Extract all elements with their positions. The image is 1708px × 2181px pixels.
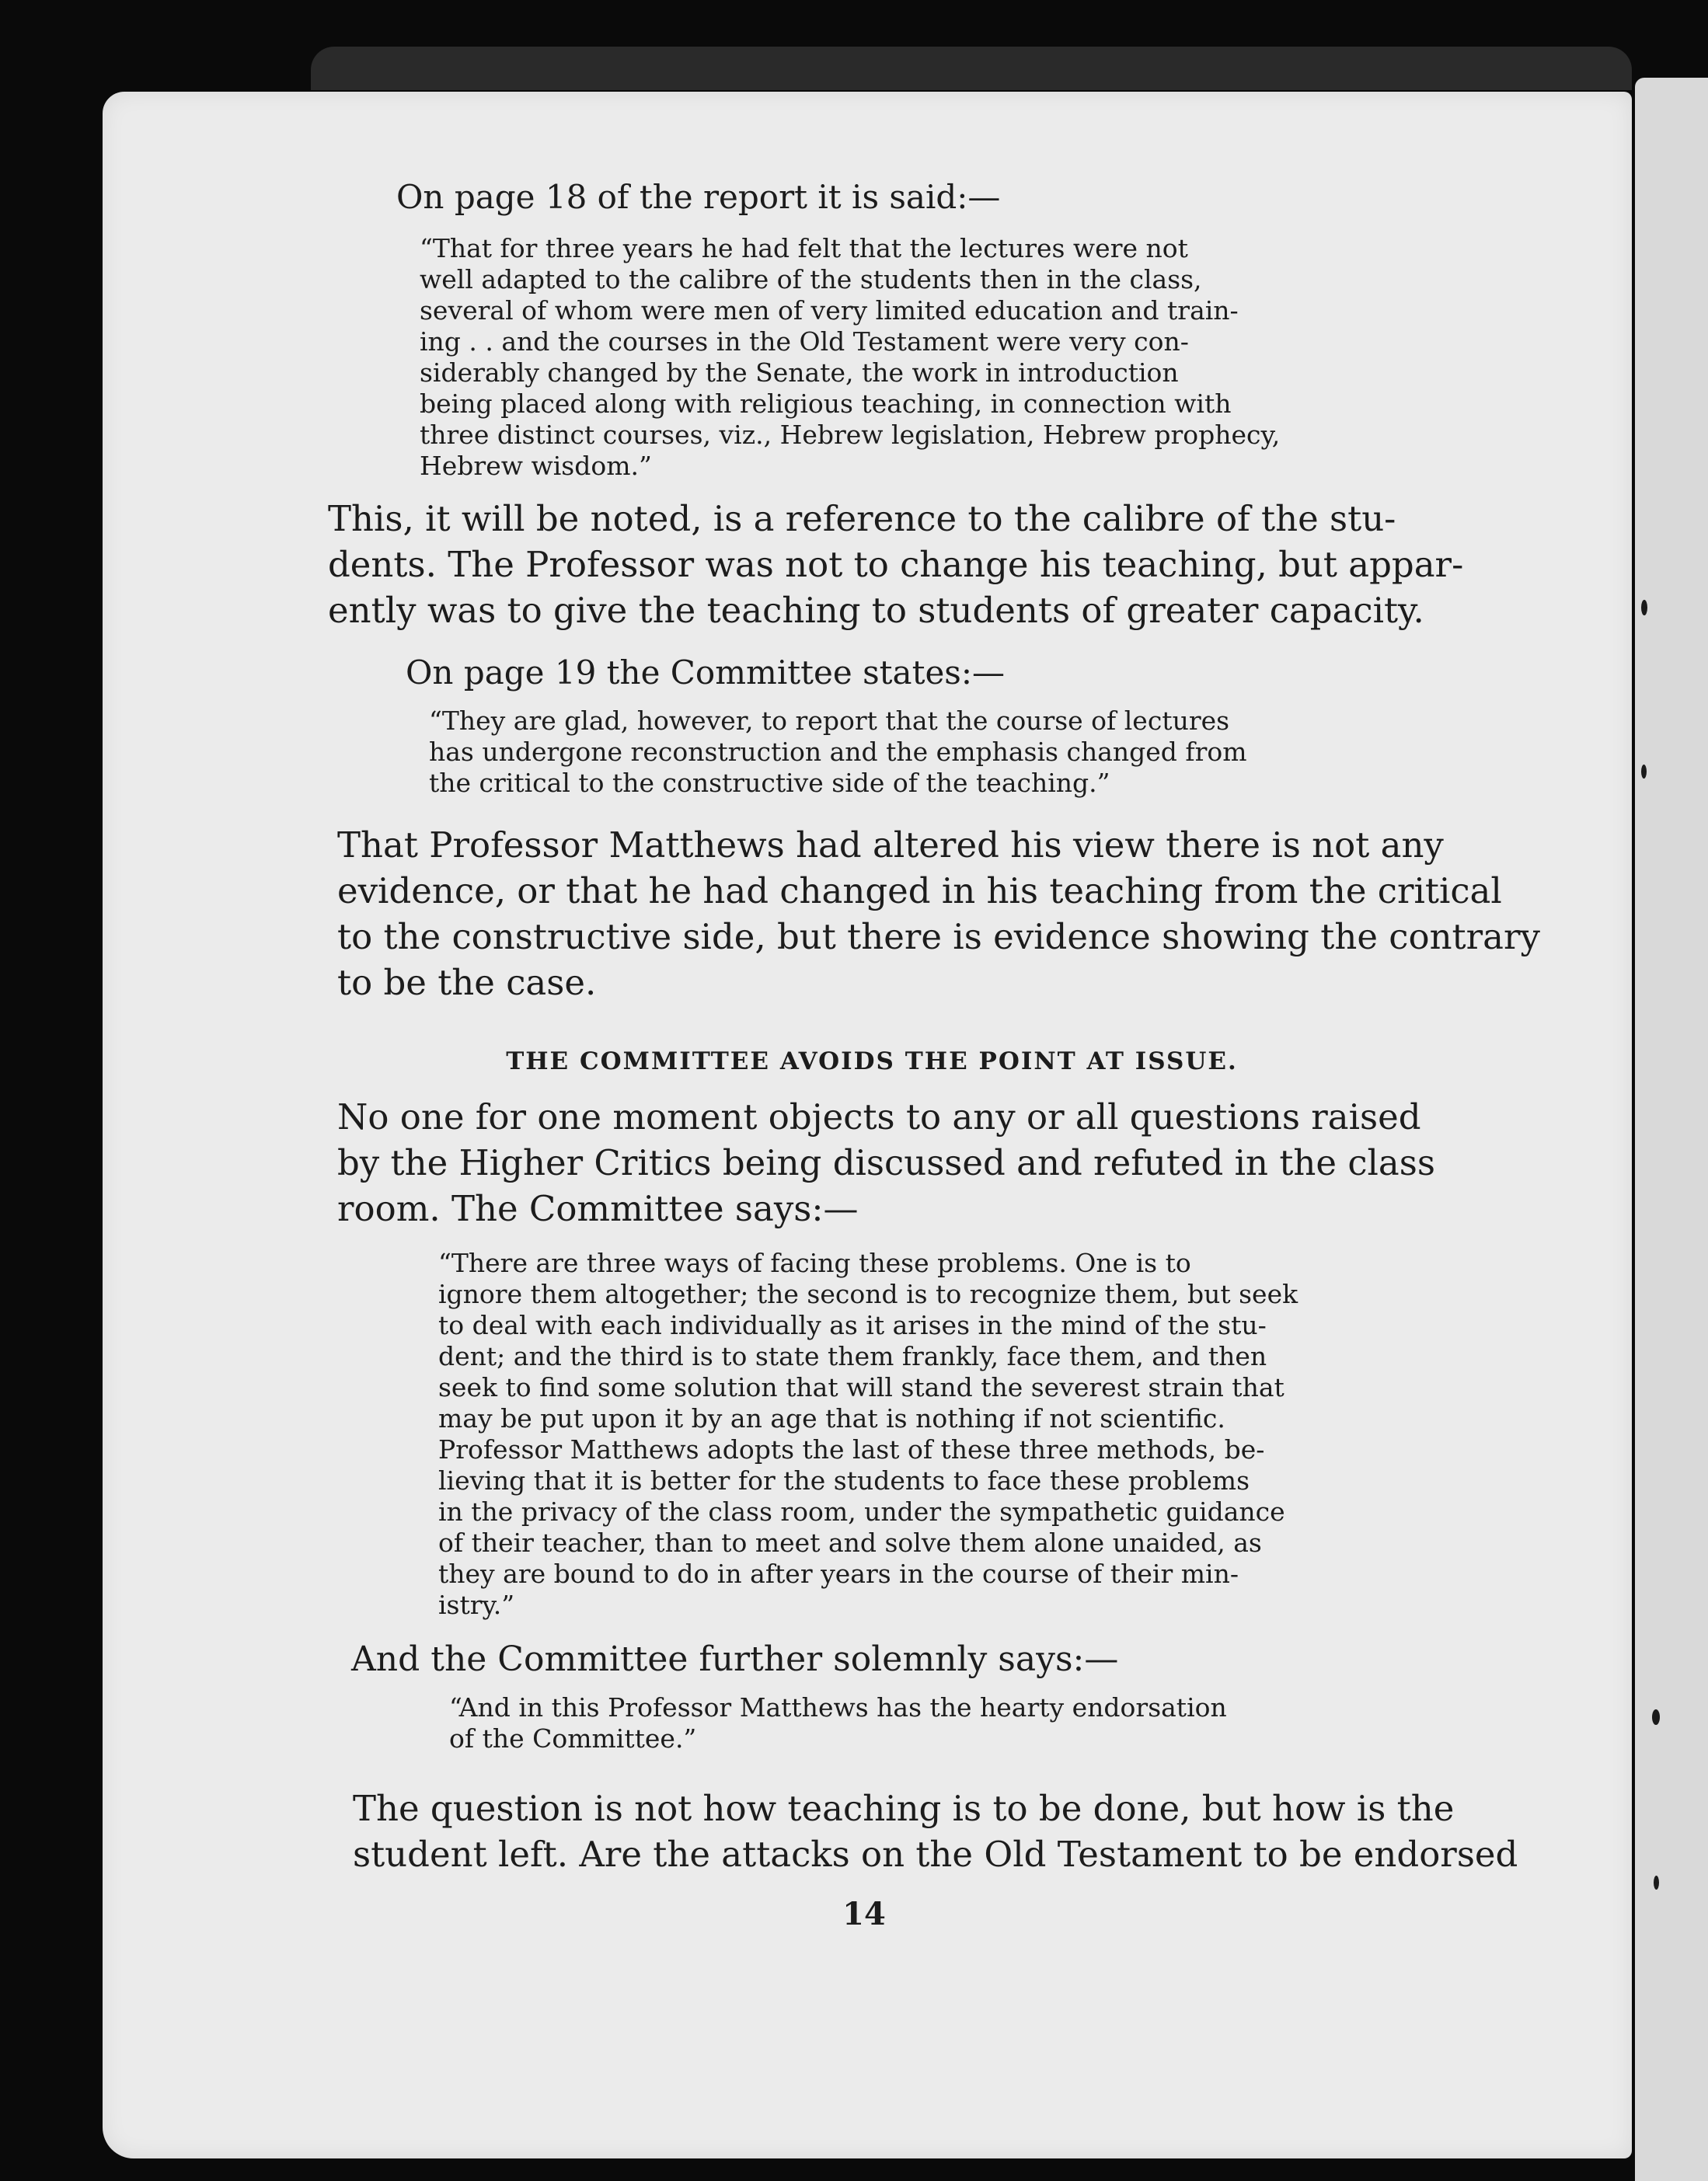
page-content bbox=[103, 92, 1632, 2158]
quote-line: lieving that it is better for the students to face these problems bbox=[438, 1465, 1250, 1496]
margin-ink-mark bbox=[1641, 600, 1647, 615]
page-number: 14 bbox=[842, 1896, 886, 1932]
quote-block-2 bbox=[429, 706, 1470, 799]
margin-ink-mark bbox=[1652, 1709, 1660, 1725]
quote-block-4 bbox=[449, 1692, 1490, 1754]
quote-line: “They are glad, however, to report that the course of lectures bbox=[429, 706, 1230, 736]
paragraph-4 bbox=[353, 1786, 1596, 1877]
quote-line: being placed along with religious teaching, in connection with bbox=[420, 388, 1232, 419]
quote-line: “That for three years he had felt that the lectures were not bbox=[420, 233, 1188, 263]
intro-page-19: On page 19 the Committee states:— bbox=[406, 653, 1006, 692]
quote-line: several of whom were men of very limited education and train- bbox=[420, 295, 1239, 326]
quote-line: has undergone reconstruction and the emphasis changed from bbox=[429, 737, 1247, 767]
paragraph-1 bbox=[328, 496, 1556, 633]
quote-line: ing . . and the courses in the Old Testament were very con- bbox=[420, 326, 1189, 357]
paragraph-line: room. The Committee says:— bbox=[337, 1188, 859, 1229]
paragraph-2 bbox=[337, 822, 1581, 1005]
paragraph-3 bbox=[337, 1094, 1581, 1232]
paragraph-line: ently was to give the teaching to students of greater capacity. bbox=[328, 590, 1424, 631]
quote-line: Professor Matthews adopts the last of these three methods, be- bbox=[438, 1434, 1265, 1465]
quote-line: siderably changed by the Senate, the work in introduction bbox=[420, 357, 1179, 388]
section-heading: THE COMMITTEE AVOIDS THE POINT AT ISSUE. bbox=[506, 1047, 1238, 1075]
paragraph-line: The question is not how teaching is to be done, but how is the bbox=[353, 1788, 1455, 1829]
paragraph-line: No one for one moment objects to any or all questions raised bbox=[337, 1096, 1421, 1138]
quote-line: istry.” bbox=[438, 1590, 515, 1620]
quote-line: they are bound to do in after years in the course of their min- bbox=[438, 1559, 1239, 1589]
paragraph-line: to be the case. bbox=[337, 962, 597, 1003]
quote-line: of their teacher, than to meet and solve them alone unaided, as bbox=[438, 1528, 1262, 1558]
intro-further-says: And the Committee further solemnly says:— bbox=[351, 1639, 1119, 1679]
quote-line: of the Committee.” bbox=[449, 1723, 697, 1754]
paragraph-line: by the Higher Critics being discussed and refuted in the class bbox=[337, 1142, 1435, 1183]
paragraph-line: dents. The Professor was not to change his teaching, but appar- bbox=[328, 544, 1464, 585]
quote-line: Hebrew wisdom.” bbox=[420, 451, 652, 481]
margin-ink-mark bbox=[1641, 765, 1647, 779]
paragraph-line: evidence, or that he had changed in his teaching from the critical bbox=[337, 870, 1502, 911]
quote-line: seek to find some solution that will stand the severest strain that bbox=[438, 1372, 1284, 1402]
quote-block-1 bbox=[420, 233, 1461, 482]
paragraph-line: That Professor Matthews had altered his view there is not any bbox=[337, 824, 1444, 866]
quote-line: “There are three ways of facing these problems. One is to bbox=[438, 1248, 1191, 1278]
quote-line: may be put upon it by an age that is nothing if not scientific. bbox=[438, 1403, 1225, 1434]
paragraph-line: This, it will be noted, is a reference to the calibre of the stu- bbox=[328, 498, 1396, 539]
quote-line: in the privacy of the class room, under the sympathetic guidance bbox=[438, 1496, 1285, 1527]
quote-line: well adapted to the calibre of the students then in the class, bbox=[420, 264, 1202, 294]
facing-page-edge bbox=[1635, 78, 1708, 2181]
paragraph-line: student left. Are the attacks on the Old Testament to be endorsed bbox=[353, 1834, 1518, 1875]
book-page bbox=[103, 92, 1632, 2158]
paragraph-line: to the constructive side, but there is evidence showing the contrary bbox=[337, 916, 1540, 957]
quote-line: ignore them altogether; the second is to recognize them, but seek bbox=[438, 1279, 1298, 1309]
quote-line: the critical to the constructive side of the teaching.” bbox=[429, 768, 1110, 798]
book-spine-shadow bbox=[311, 47, 1632, 90]
quote-line: dent; and the third is to state them frankly, face them, and then bbox=[438, 1341, 1267, 1371]
quote-line: three distinct courses, viz., Hebrew legislation, Hebrew prophecy, bbox=[420, 420, 1281, 450]
quote-block-3 bbox=[438, 1248, 1480, 1621]
quote-line: to deal with each individually as it arises in the mind of the stu- bbox=[438, 1310, 1267, 1340]
intro-page-18: On page 18 of the report it is said:— bbox=[396, 178, 1001, 216]
quote-line: “And in this Professor Matthews has the hearty endorsation bbox=[449, 1692, 1227, 1723]
margin-ink-mark bbox=[1654, 1876, 1659, 1890]
